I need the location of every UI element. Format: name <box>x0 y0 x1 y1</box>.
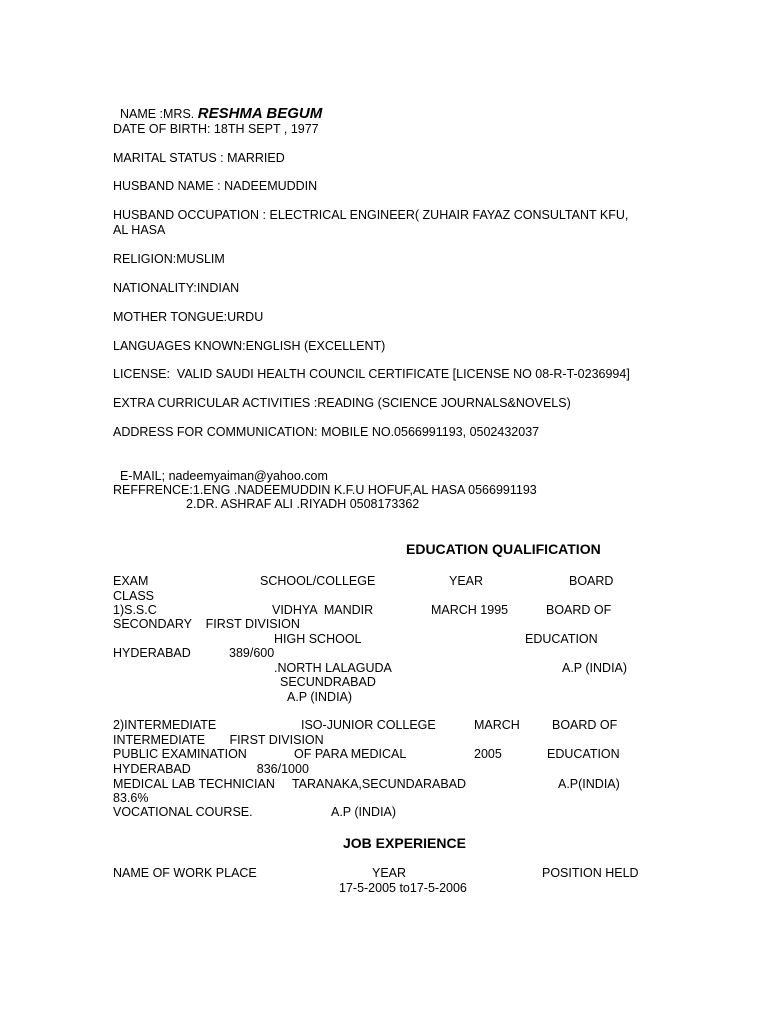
col-class: CLASS <box>113 589 154 603</box>
inter-course: MEDICAL LAB TECHNICIAN TARANAKA,SECUNDARABAD <box>113 777 467 791</box>
languages-known: LANGUAGES KNOWN:ENGLISH (EXCELLENT) <box>113 339 386 353</box>
reference-2: 2.DR. ASHRAF ALI .RIYADH 0508173362 <box>186 497 420 511</box>
ssc-school-4: SECUNDRABAD <box>280 675 376 689</box>
col-board: BOARD <box>569 574 614 588</box>
ssc-board: BOARD OF <box>546 603 612 617</box>
name-label: NAME :MRS. <box>119 107 198 121</box>
candidate-name: RESHMA BEGUM <box>197 105 323 122</box>
ssc-class: SECONDARY FIRST DIVISION <box>113 617 300 631</box>
ssc-city-marks: HYDERABAD 389/600 <box>113 646 275 660</box>
inter-board-2: EDUCATION <box>547 747 620 761</box>
extra-curricular: EXTRA CURRICULAR ACTIVITIES :READING (SCIENCE JOURNALS&NOVELS) <box>113 396 571 410</box>
mother-tongue: MOTHER TONGUE:URDU <box>113 310 264 324</box>
inter-percent: 83.6% <box>113 791 149 805</box>
ssc-school: VIDHYA MANDIR <box>272 603 374 617</box>
col-school: SCHOOL/COLLEGE <box>260 574 376 588</box>
husband-occupation-cont: AL HASA <box>113 223 166 237</box>
inter-vocational: VOCATIONAL COURSE. <box>113 805 253 819</box>
email-line <box>113 454 328 484</box>
ssc-board-3: A.P (INDIA) <box>562 661 628 675</box>
inter-city-marks: HYDERABAD 836/1000 <box>113 762 309 776</box>
name-line <box>113 91 322 122</box>
inter-school: ISO-JUNIOR COLLEGE <box>301 718 436 732</box>
education-heading: EDUCATION QUALIFICATION <box>406 541 601 557</box>
inter-class: INTERMEDIATE FIRST DIVISION <box>113 733 324 747</box>
inter-year: MARCH <box>474 718 520 732</box>
marital-status: MARITAL STATUS : MARRIED <box>113 151 285 165</box>
date-of-birth: DATE OF BIRTH: 18TH SEPT , 1977 <box>113 122 319 136</box>
religion: RELIGION:MUSLIM <box>113 252 225 266</box>
address: ADDRESS FOR COMMUNICATION: MOBILE NO.0566991193, 0502432037 <box>113 425 540 439</box>
inter-vocational-place: A.P (INDIA) <box>331 805 397 819</box>
reference-1: REFFRENCE:1.ENG .NADEEMUDDIN K.F.U HOFUF,AL HASA 0566991193 <box>113 483 537 497</box>
inter-exam: 2)INTERMEDIATE <box>113 718 217 732</box>
job-col-place: NAME OF WORK PLACE <box>113 866 257 880</box>
job-period: 17-5-2005 to17-5-2006 <box>339 881 467 895</box>
ssc-exam: 1)S.S.C <box>113 603 157 617</box>
license: LICENSE: VALID SAUDI HEALTH COUNCIL CERTIFICATE [LICENSE NO 08-R-T-0236994] <box>113 367 630 381</box>
ssc-school-3: .NORTH LALAGUDA <box>274 661 392 675</box>
col-exam: EXAM <box>113 574 149 588</box>
ssc-school-5: A.P (INDIA) <box>287 690 353 704</box>
husband-occupation: HUSBAND OCCUPATION : ELECTRICAL ENGINEER( ZUHAIR FAYAZ CONSULTANT KFU, <box>113 208 629 222</box>
nationality: NATIONALITY:INDIAN <box>113 281 240 295</box>
job-heading: JOB EXPERIENCE <box>343 835 466 851</box>
husband-name: HUSBAND NAME : NADEEMUDDIN <box>113 179 318 193</box>
ssc-year: MARCH 1995 <box>431 603 509 617</box>
inter-exam-2: PUBLIC EXAMINATION <box>113 747 247 761</box>
inter-course-board: A.P(INDIA) <box>558 777 620 791</box>
job-col-year: YEAR <box>372 866 407 880</box>
email-label: E-MAIL; <box>119 469 169 483</box>
inter-board: BOARD OF <box>552 718 618 732</box>
ssc-board-2: EDUCATION <box>525 632 598 646</box>
job-col-position: POSITION HELD <box>542 866 639 880</box>
col-year: YEAR <box>449 574 484 588</box>
inter-school-2: OF PARA MEDICAL <box>294 747 407 761</box>
inter-year-2: 2005 <box>474 747 502 761</box>
ssc-school-2: HIGH SCHOOL <box>274 632 362 646</box>
email-address: nadeemyaiman@yahoo.com <box>168 469 328 483</box>
